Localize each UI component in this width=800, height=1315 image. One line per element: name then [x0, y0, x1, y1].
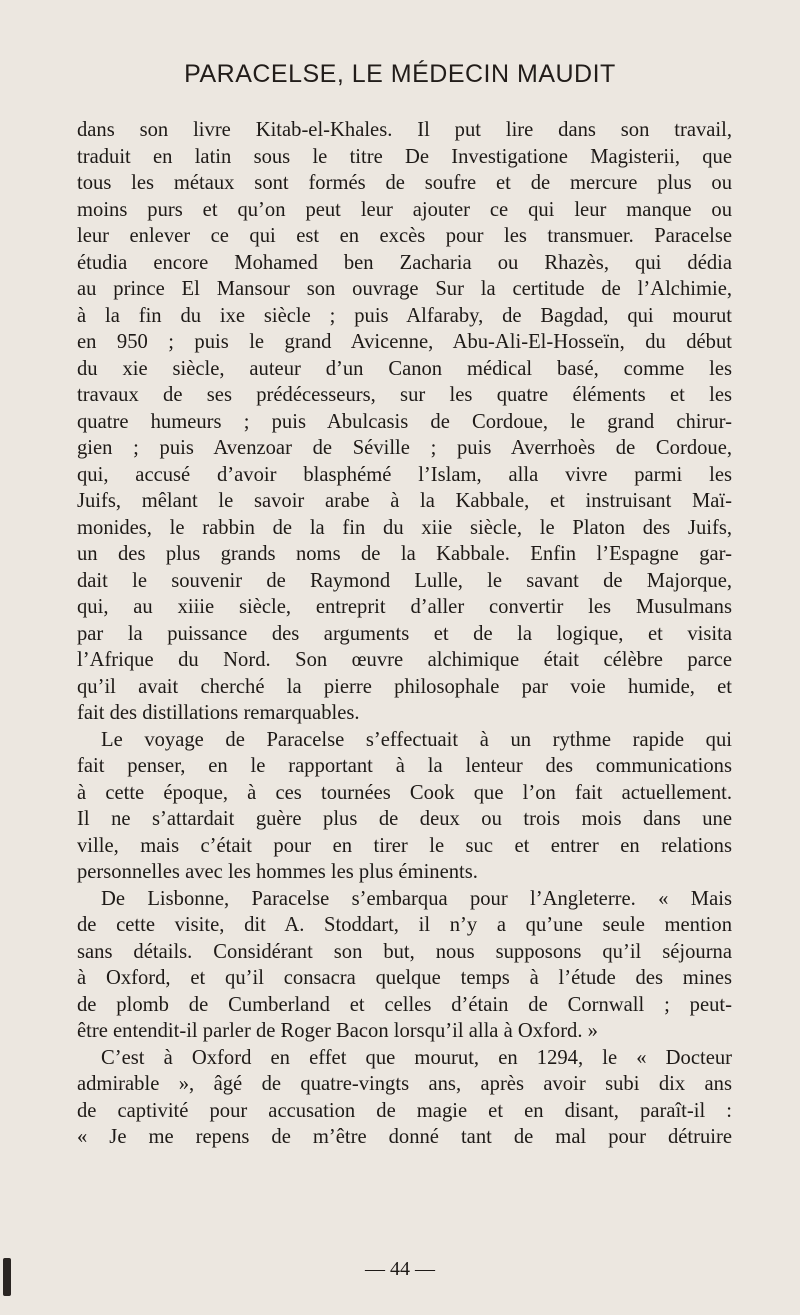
running-head: PARACELSE, LE MÉDECIN MAUDIT — [184, 60, 616, 88]
text-line: étudia encore Mohamed ben Zacharia ou Rhazès, qui dédia — [77, 251, 732, 274]
text-line: quatre humeurs ; puis Abulcasis de Cordoue, le grand chirur- — [77, 410, 732, 433]
text-line: « Je me repens de m’être donné tant de mal pour détruire — [77, 1126, 732, 1148]
text-line: de plomb de Cumberland et celles d’étain de Cornwall ; peut- — [77, 993, 732, 1016]
text-line: moins purs et qu’on peut leur ajouter ce qui leur manque ou — [77, 198, 732, 221]
text-line: dait le souvenir de Raymond Lulle, le savant de Majorque, — [77, 569, 732, 592]
text-line: un des plus grands noms de la Kabbale. Enfin l’Espagne gar- — [77, 543, 732, 565]
paragraph-3 — [77, 886, 732, 1045]
paragraph-2 — [77, 727, 732, 886]
text-line: de cette visite, dit A. Stoddart, il n’y a qu’une seule mention — [77, 914, 732, 936]
text-line: du xie siècle, auteur d’un Canon médical basé, comme les — [77, 357, 732, 380]
text-line: être entendit-il parler de Roger Bacon lorsqu’il alla à Oxford. » — [77, 1020, 598, 1042]
text-line: à Oxford, et qu’il consacra quelque temps à l’étude des mines — [77, 967, 732, 989]
text-line: de captivité pour accusation de magie et en disant, paraît-il : — [77, 1099, 732, 1122]
text-line: par la puissance des arguments et de la logique, et visita — [77, 622, 732, 645]
text-line: travaux de ses prédécesseurs, sur les quatre éléments et les — [77, 384, 732, 406]
text-line: Le voyage de Paracelse s’effectuait à un rythme rapide qui — [101, 728, 732, 751]
paragraph-4 — [77, 1045, 732, 1151]
text-line: sans détails. Considérant son but, nous supposons qu’il séjourna — [77, 940, 732, 963]
text-line: en 950 ; puis le grand Avicenne, Abu-Ali-El-Hosseïn, du début — [77, 331, 732, 353]
text-line: fait des distillations remarquables. — [77, 702, 360, 724]
text-line: leur enlever ce qui est en excès pour les transmuer. Paracelse — [77, 225, 732, 247]
text-line: à cette époque, à ces tournées Cook que l’on fait actuellement. — [77, 781, 732, 804]
text-line: tous les métaux sont formés de soufre et de mercure plus ou — [77, 172, 732, 194]
paragraph-1 — [77, 117, 732, 727]
page-edge-mark — [3, 1258, 11, 1296]
text-line: personnelles avec les hommes les plus éminents. — [77, 861, 478, 883]
text-line: monides, le rabbin de la fin du xiie siècle, le Platon des Juifs, — [77, 516, 732, 539]
text-line: Il ne s’attardait guère plus de deux ou trois mois dans une — [77, 808, 732, 830]
text-line: qu’il avait cherché la pierre philosophale par voie humide, et — [77, 675, 732, 698]
text-line: ville, mais c’était pour en tirer le suc et entrer en relations — [77, 834, 732, 857]
text-line: au prince El Mansour son ouvrage Sur la certitude de l’Alchimie, — [77, 278, 732, 300]
text-line: admirable », âgé de quatre-vingts ans, après avoir subi dix ans — [77, 1073, 732, 1095]
text-line: fait penser, en le rapportant à la lenteur des communications — [77, 755, 732, 777]
text-line: l’Afrique du Nord. Son œuvre alchimique était célèbre parce — [77, 649, 732, 671]
text-line: traduit en latin sous le titre De Investigatione Magisterii, que — [77, 145, 732, 168]
text-line: dans son livre Kitab-el-Khales. Il put lire dans son travail, — [77, 119, 732, 141]
text-line: gien ; puis Avenzoar de Séville ; puis Averrhoès de Cordoue, — [77, 437, 732, 459]
text-line: De Lisbonne, Paracelse s’embarqua pour l’Angleterre. « Mais — [101, 887, 732, 910]
body-text — [77, 117, 732, 1151]
text-line: C’est à Oxford en effet que mourut, en 1294, le « Docteur — [101, 1046, 732, 1069]
text-line: qui, accusé d’avoir blasphémé l’Islam, alla vivre parmi les — [77, 463, 732, 486]
text-line: Juifs, mêlant le savoir arabe à la Kabbale, et instruisant Maï- — [77, 490, 732, 512]
text-line: à la fin du ixe siècle ; puis Alfaraby, de Bagdad, qui mourut — [77, 304, 732, 327]
page-number: — 44 — — [365, 1258, 435, 1280]
text-line: qui, au xiiie siècle, entreprit d’aller convertir les Musulmans — [77, 596, 732, 618]
